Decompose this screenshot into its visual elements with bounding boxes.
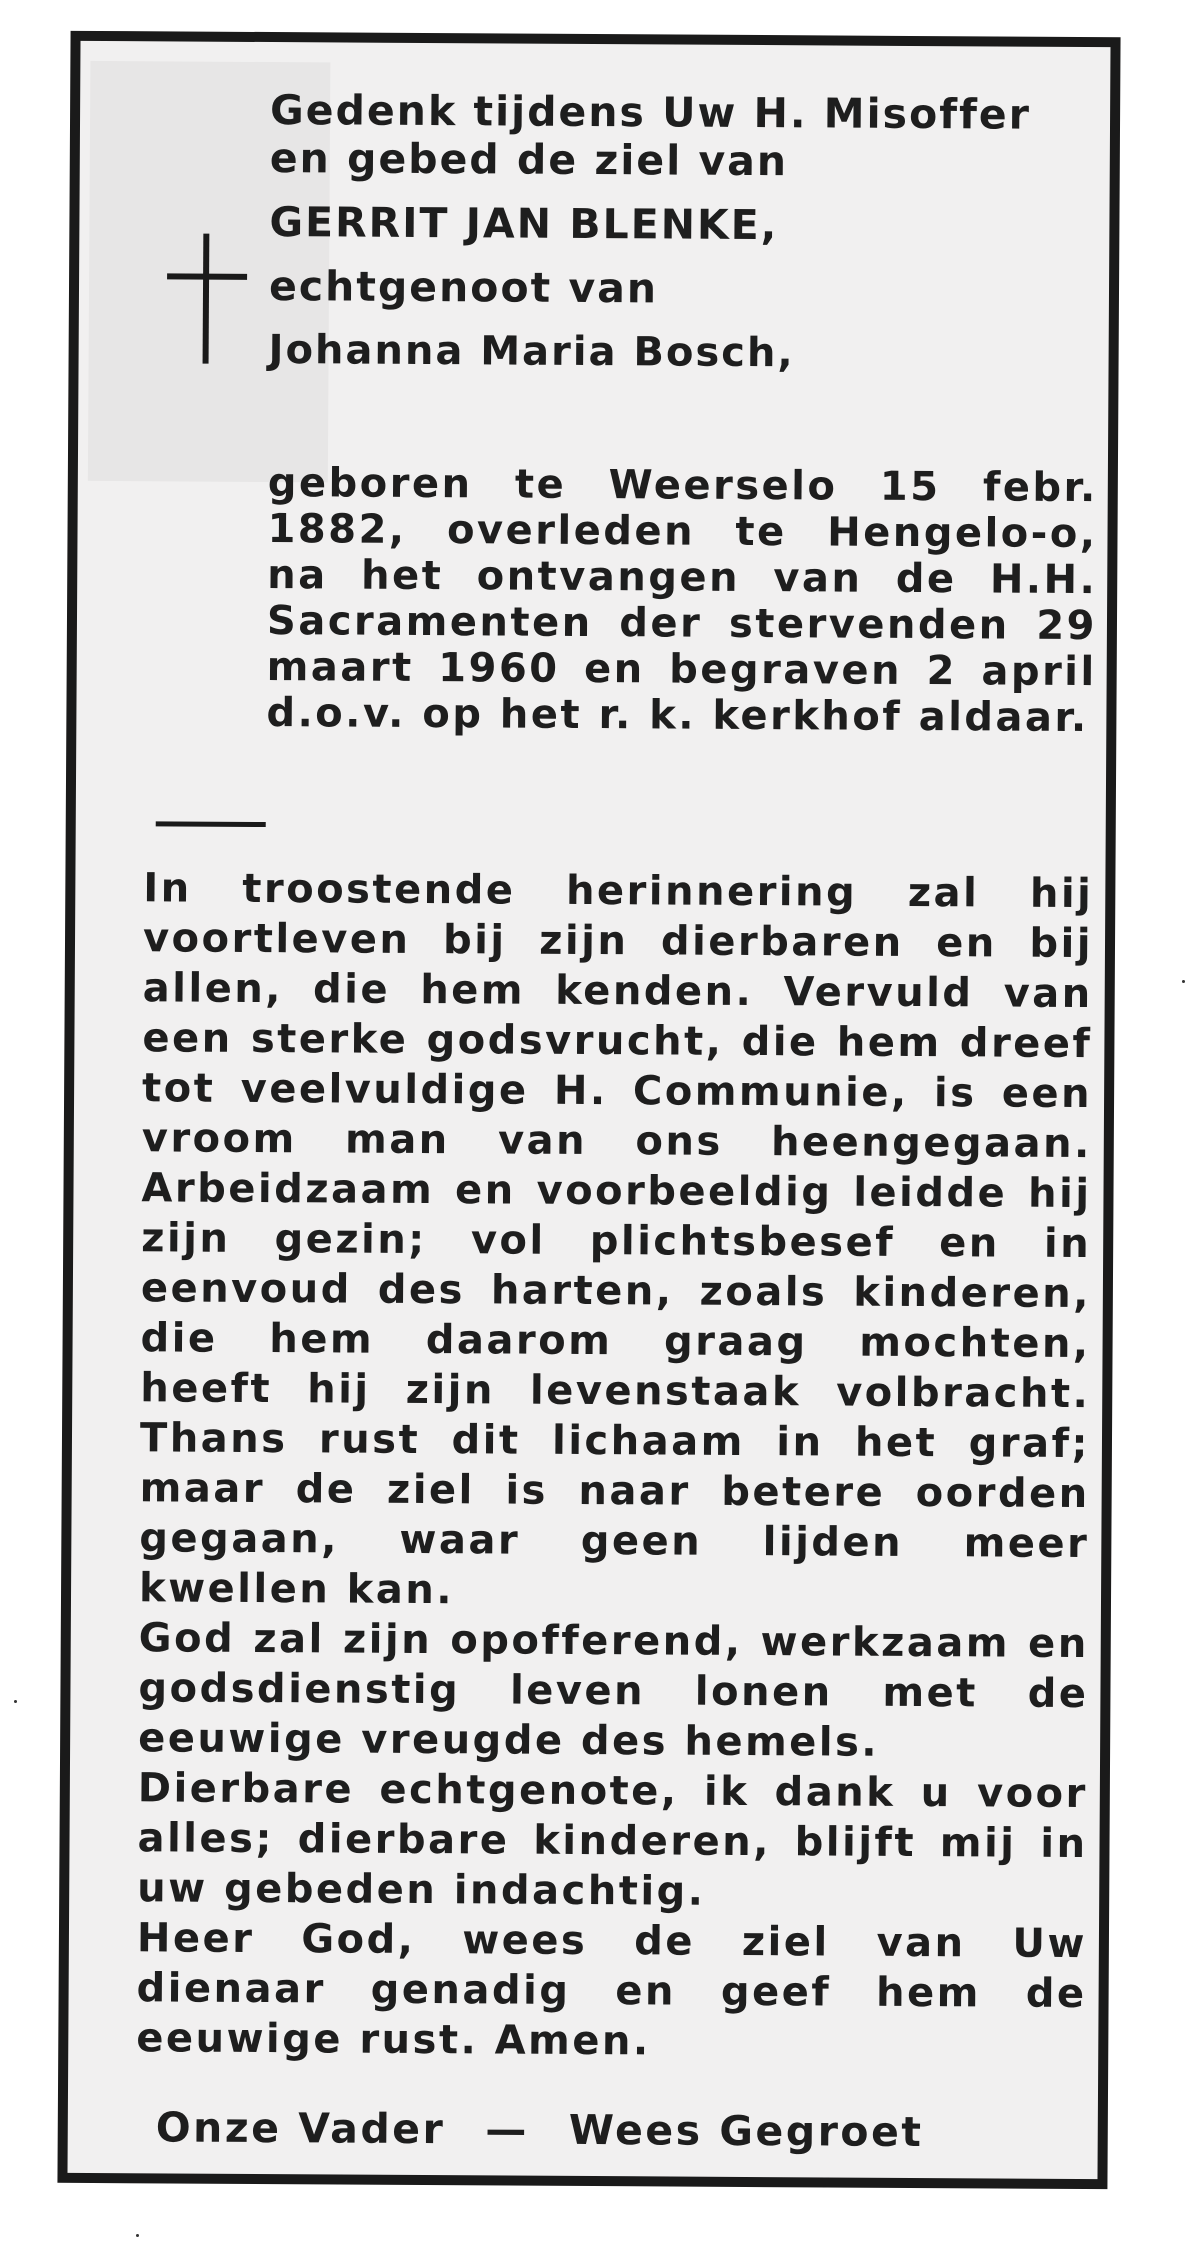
card-header bbox=[268, 86, 1090, 379]
prayer-separator: — bbox=[485, 2105, 529, 2154]
eulogy-paragraph: Dierbare echtgenote, ik dank u voor alles; dierbare kinderen, blijft mij in uw gebeden indachtig. bbox=[137, 1765, 1088, 1915]
intro-line-1: Gedenk tijdens Uw H. Misoffer bbox=[269, 86, 1032, 139]
eulogy-paragraph: In troostende herinnering zal hij voortleven bij zijn dierbaren en bij allen, die hem kenden. Vervuld van een sterke godsvrucht, die hem dreef tot veelvuldige H. Communie, is een vroom man van ons heengegaan. Arbeidzaam en voorbeeldig leidde hij zijn gezin; vol plichtsbesef en in eenvoud des harten, zoals kinderen, die hem daarom graag mochten, heeft hij zijn levenstaak volbracht. Thans rust dit lichaam in het graf; maar de ziel is naar betere oorden gegaan, waar geen lijden meer kwellen kan. bbox=[138, 865, 1094, 1614]
life-details: geboren te Weerselo 15 febr. 1882, overleden te Hengelo-o, na het ontvangen van de H.H. Sacramenten der stervenden 29 maart 1960 en begraven 2 april d.o.v. op het r. k. kerkhof aldaar. bbox=[266, 460, 1098, 742]
eulogy-text bbox=[136, 863, 1093, 2069]
cross-vertical-bar bbox=[203, 234, 210, 364]
intro-line-2: en gebed de ziel van bbox=[269, 134, 789, 186]
eulogy-paragraph: God zal zijn opofferend, werkzaam en godsdienstig leven lonen met de eeuwige vreugde des hemels. bbox=[138, 1615, 1089, 1766]
deceased-name: GERRIT JAN BLENKE, bbox=[269, 198, 779, 250]
scan-speck bbox=[136, 2234, 139, 2237]
cross-horizontal-bar bbox=[167, 273, 247, 279]
relation-label: echtgenoot van bbox=[268, 262, 659, 313]
prayer-our-father: Onze Vader bbox=[155, 2103, 446, 2154]
spouse-name: Johanna Maria Bosch, bbox=[268, 327, 795, 377]
memorial-card bbox=[57, 31, 1120, 2189]
section-divider bbox=[156, 821, 266, 827]
eulogy-paragraph: Heer God, wees de ziel van Uw dienaar genadig en geef hem de eeuwige rust. Amen. bbox=[136, 1915, 1088, 2065]
scan-speck bbox=[14, 1700, 17, 1703]
latin-cross-icon bbox=[167, 233, 248, 363]
prayer-hail-mary: Wees Gegroet bbox=[568, 2105, 924, 2157]
scan-speck bbox=[1182, 980, 1185, 983]
prayer-line bbox=[156, 2103, 1056, 2156]
